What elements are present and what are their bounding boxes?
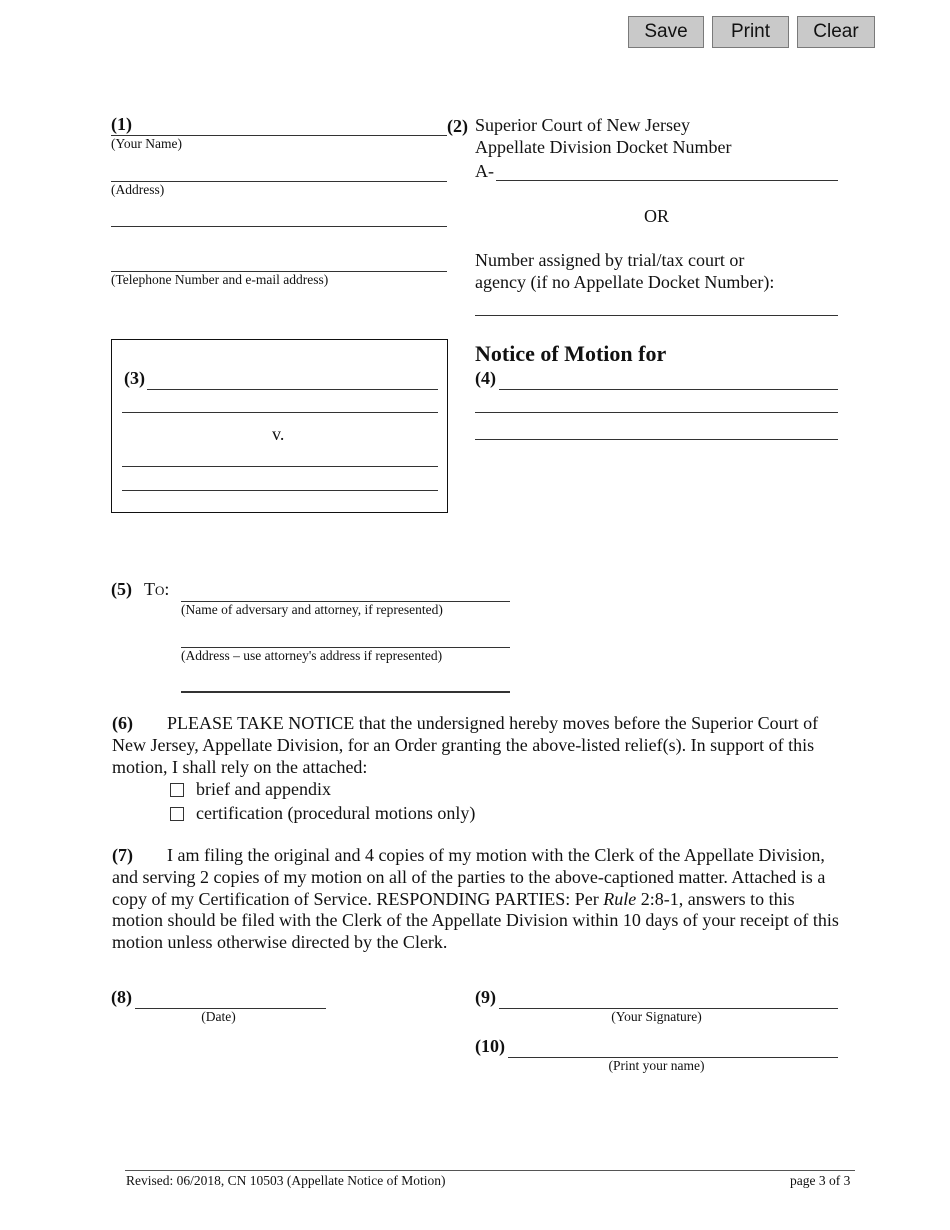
defendant-field-2[interactable] <box>122 490 438 491</box>
phone-email-label: (Telephone Number and e-mail address) <box>111 272 329 287</box>
filing-text-1: I am filing the original and 4 copies of my motion with the Clerk of the Appellate Division, and serving 2 copies of my motion on all of the parties to the above-captioned matter. Attached is a copy of my Certification of Service. RESPONDING PARTIES: Per <box>112 845 826 909</box>
trial-court-number-heading-1: Number assigned by trial/tax court or <box>475 250 745 270</box>
address-field-2[interactable] <box>111 226 447 227</box>
your-name-label: (Your Name) <box>111 136 182 151</box>
field-number-1: (1) <box>111 114 132 134</box>
signature-label: (Your Signature) <box>611 1009 702 1024</box>
certification-checkbox[interactable] <box>170 807 184 821</box>
motion-title: Notice of Motion for <box>475 341 667 366</box>
docket-number-field[interactable] <box>496 180 838 181</box>
print-button[interactable]: Print <box>712 16 789 48</box>
footer-page-number: page 3 of 3 <box>790 1173 851 1188</box>
notice-paragraph <box>112 713 842 778</box>
address-label: (Address) <box>111 182 165 197</box>
field-number-2: (2) <box>447 116 468 136</box>
option-certification[interactable] <box>170 803 475 824</box>
docket-number-heading: Appellate Division Docket Number <box>475 137 732 157</box>
field-number-4: (4) <box>475 368 496 388</box>
motion-relief-field-3[interactable] <box>475 439 838 440</box>
field-number-6: (6) <box>112 713 133 733</box>
plaintiff-field[interactable] <box>147 389 438 390</box>
field-number-3: (3) <box>124 368 145 388</box>
clear-button[interactable]: Clear <box>797 16 875 48</box>
field-number-8: (8) <box>111 987 132 1007</box>
option-brief-and-appendix[interactable] <box>170 779 331 800</box>
field-number-10: (10) <box>475 1036 505 1056</box>
field-number-9: (9) <box>475 987 496 1007</box>
docket-prefix: A- <box>475 161 494 181</box>
adversary-name-label: (Name of adversary and attorney, if represented) <box>181 602 443 617</box>
adversary-address-label: (Address – use attorney's address if represented) <box>181 648 443 663</box>
motion-relief-field-2[interactable] <box>475 412 838 413</box>
date-label: (Date) <box>201 1009 236 1024</box>
save-button[interactable]: Save <box>628 16 704 48</box>
footer-divider <box>125 1170 855 1171</box>
defendant-field[interactable] <box>122 466 438 467</box>
notice-text: PLEASE TAKE NOTICE that the undersigned hereby moves before the Superior Court of New Jersey, Appellate Division, for an Order granting the above-listed relief(s). In support of this motion, I shall rely on the attached: <box>112 713 819 777</box>
to-label: To: <box>144 579 170 599</box>
versus-text: v. <box>272 424 285 444</box>
certification-label: certification (procedural motions only) <box>196 803 476 823</box>
adversary-address-field-2[interactable] <box>181 691 510 693</box>
print-name-label: (Print your name) <box>608 1058 705 1073</box>
plaintiff-field-2[interactable] <box>122 412 438 413</box>
trial-court-number-field[interactable] <box>475 315 838 316</box>
or-text: OR <box>644 206 670 226</box>
field-number-5: (5) <box>111 579 132 599</box>
court-name: Superior Court of New Jersey <box>475 115 690 135</box>
filing-text-2: 2:8-1, answers to this motion should be filed with the Clerk of the Appellate Division within 10 days of your receipt of this motion unless otherwise directed by the Clerk. <box>112 888 839 953</box>
filing-paragraph <box>112 845 842 954</box>
footer-revision: Revised: 06/2018, CN 10503 (Appellate Notice of Motion) <box>126 1173 446 1188</box>
rule-word: Rule <box>603 888 637 909</box>
motion-relief-field[interactable] <box>499 389 838 390</box>
brief-checkbox[interactable] <box>170 783 184 797</box>
field-number-7: (7) <box>112 845 133 865</box>
trial-court-number-heading-2: agency (if no Appellate Docket Number): <box>475 272 775 292</box>
brief-label: brief and appendix <box>196 779 331 799</box>
